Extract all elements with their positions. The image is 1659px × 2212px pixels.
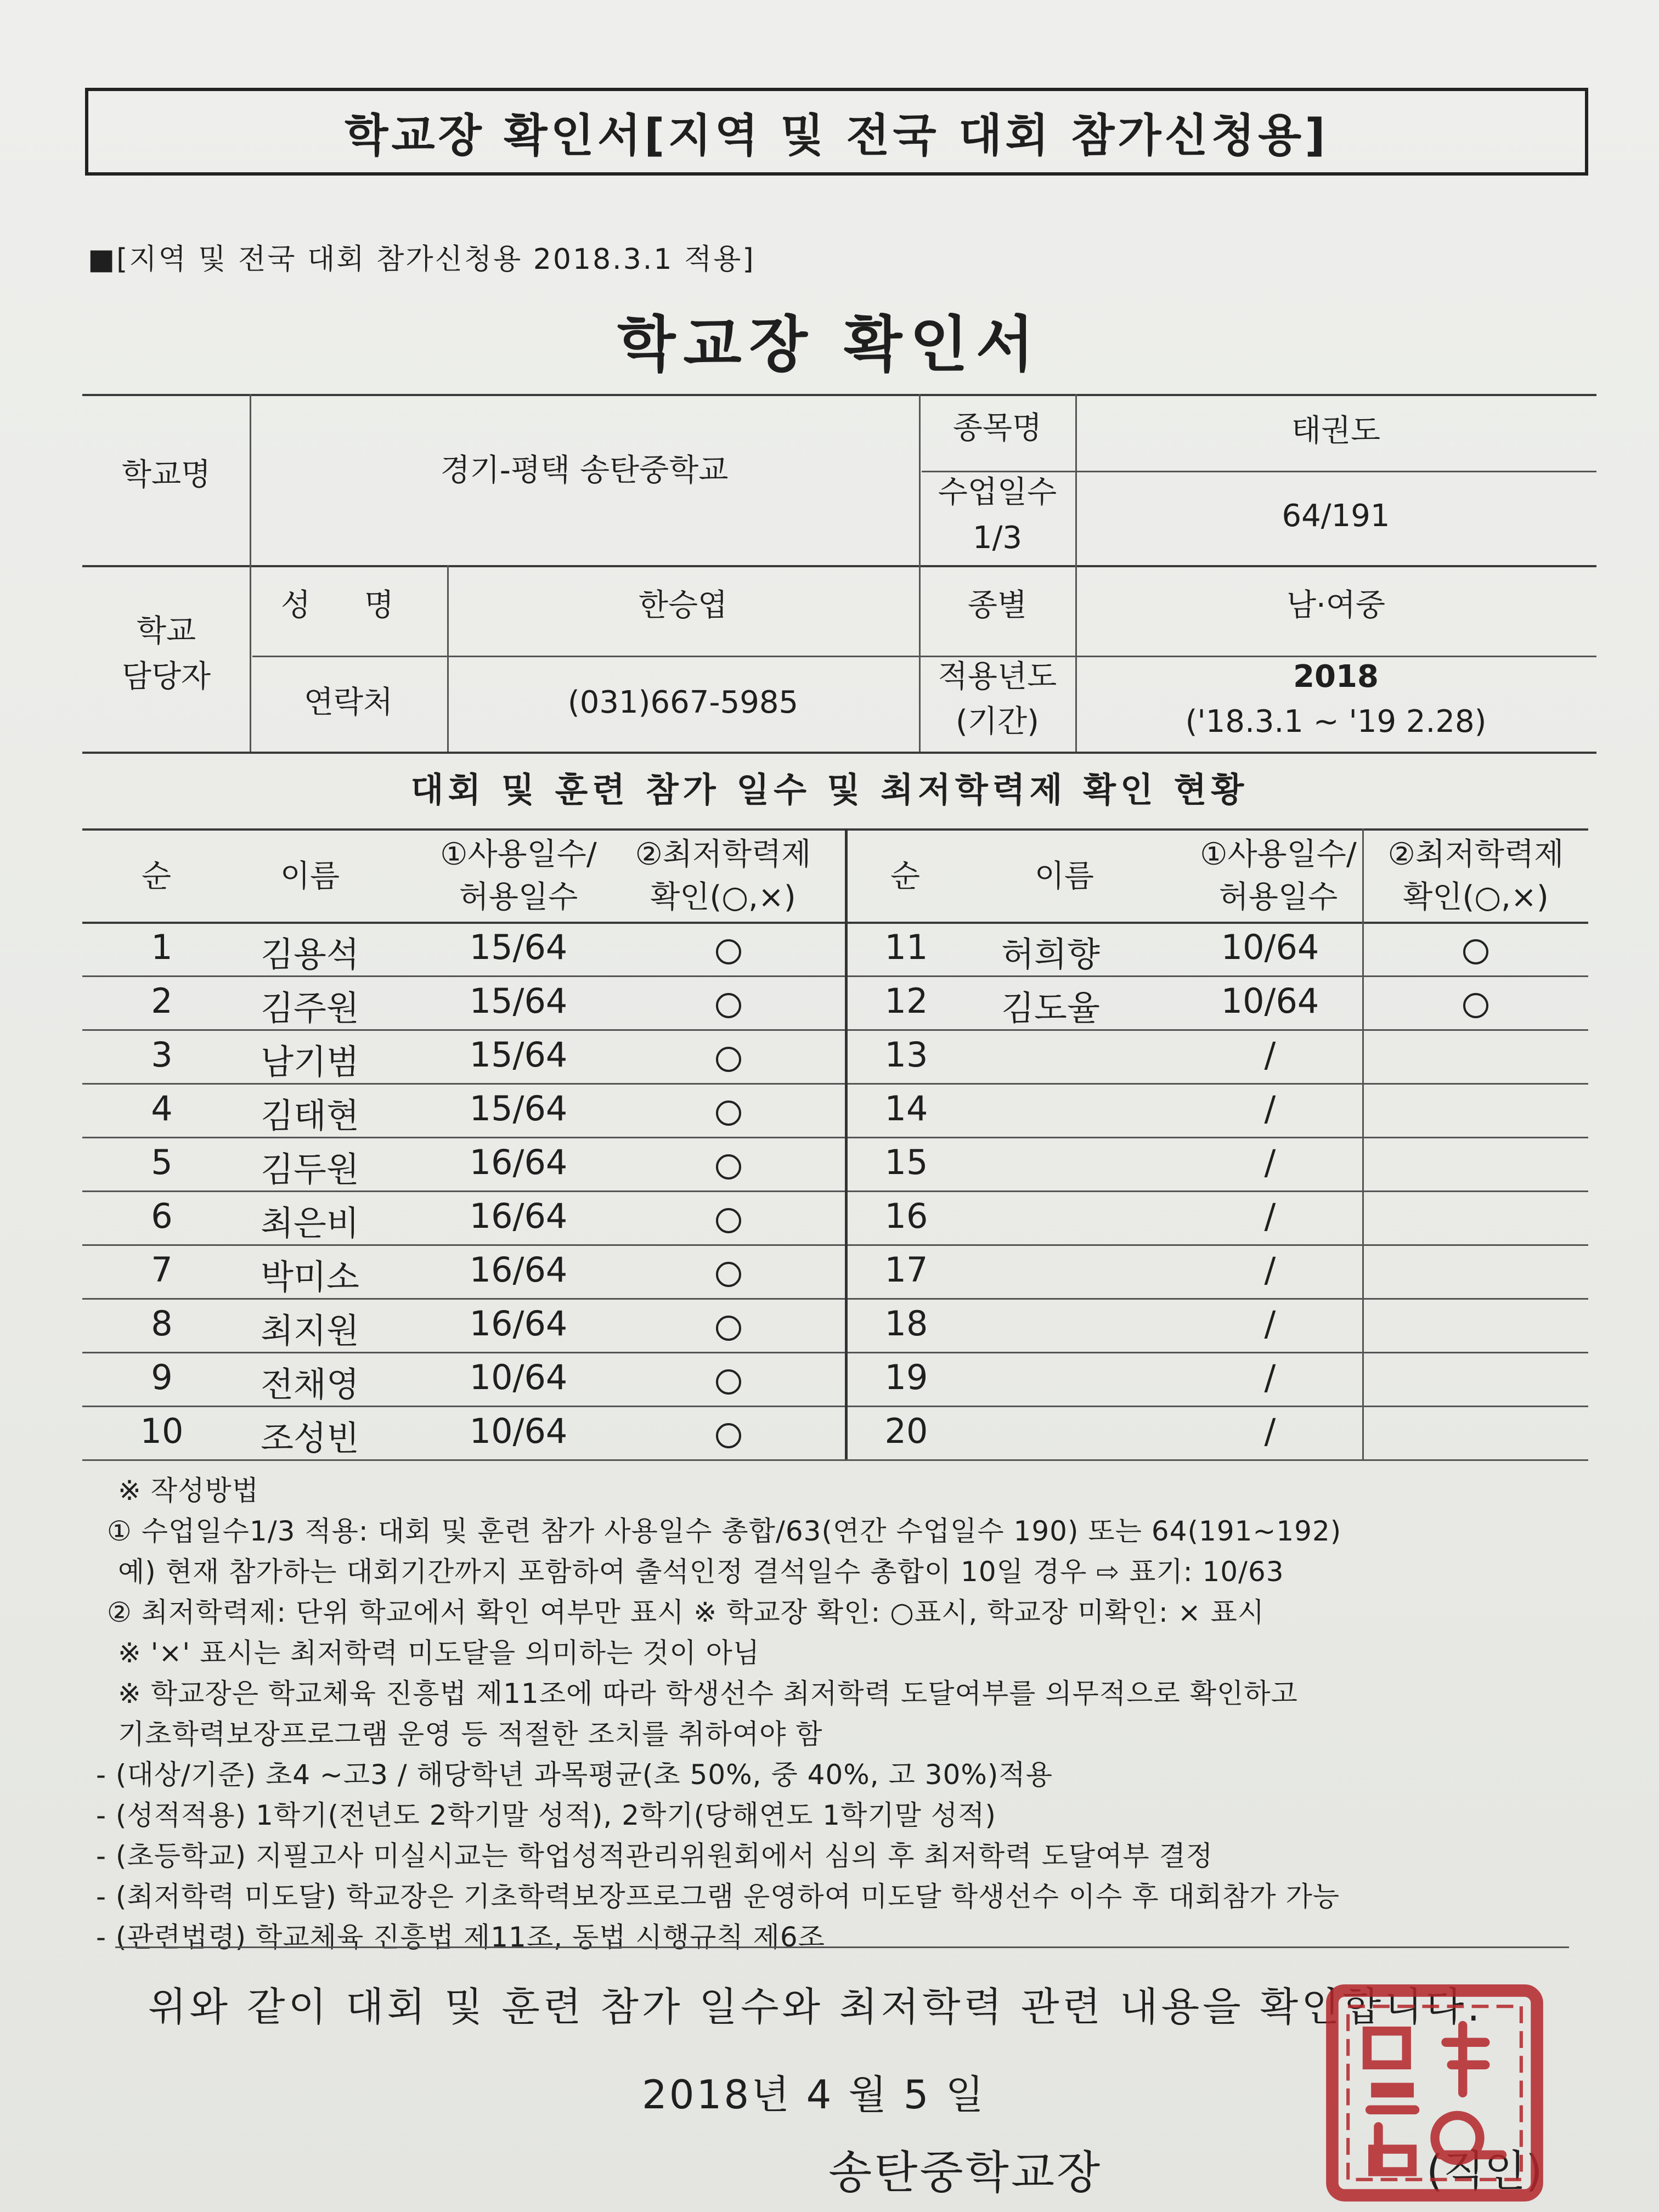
manager-label: 학교 — [136, 613, 196, 649]
notes-bottom-rule — [115, 1946, 1569, 1948]
row-number: 6 — [151, 1196, 173, 1236]
header-no: 순 — [890, 859, 921, 894]
header-minimum-check: 확인(○,×) — [650, 879, 796, 915]
row-number: 2 — [151, 981, 173, 1021]
contact-value: (031)667-5985 — [567, 685, 799, 720]
seal-note: (직인) — [1426, 2147, 1543, 2196]
days-used: 10/64 — [1221, 981, 1319, 1021]
info-rule — [922, 471, 1596, 472]
school-value: 경기-평택 송탄중학교 — [440, 453, 729, 488]
confirmed-circle-icon — [716, 1101, 741, 1126]
confirmed-circle-icon — [716, 939, 741, 964]
athlete-name: 김도율 — [1001, 988, 1100, 1028]
info-rule — [82, 565, 1596, 567]
row-number: 13 — [884, 1035, 928, 1075]
row-number: 17 — [884, 1250, 928, 1290]
note-line: - (관련법령) 학교체육 진흥법 제11조, 동법 시행규칙 제6조 — [96, 1921, 825, 1953]
header-minimum: ②최저학력제 — [1387, 837, 1564, 872]
days-used: 15/64 — [469, 981, 568, 1021]
note-line: ② 최저학력제: 단위 학교에서 확인 여부만 표시 ※ 학교장 확인: ○표시, 학교장 미확인: × 표시 — [107, 1596, 1265, 1628]
athlete-name: 김두원 — [261, 1149, 359, 1189]
row-number: 4 — [151, 1088, 173, 1128]
row-number: 11 — [884, 927, 928, 967]
row-number: 18 — [884, 1304, 928, 1344]
header-minimum-check: 확인(○,×) — [1403, 879, 1549, 915]
confirmed-circle-icon — [716, 1316, 741, 1341]
row-number: 1 — [151, 927, 173, 967]
name-label: 성 명 — [281, 588, 416, 623]
athlete-name: 전채영 — [261, 1364, 359, 1404]
days-used: 16/64 — [469, 1304, 568, 1344]
confirmed-circle-icon — [716, 1047, 741, 1072]
row-number: 15 — [884, 1142, 928, 1182]
issue-date: 2018년 4 월 5 일 — [642, 2072, 986, 2118]
header-days-allowed: 허용일수 — [459, 879, 578, 915]
note-line: - (대상/기준) 초4 ~고3 / 해당학년 과목평균(초 50%, 중 40%, 고 30%)적용 — [96, 1759, 1053, 1791]
confirmation-text: 위와 같이 대회 및 훈련 참가 일수와 최저학력 관련 내용을 확인합니다. — [148, 1984, 1483, 2030]
row-number: 14 — [884, 1088, 928, 1128]
athlete-name: 남기범 — [261, 1042, 359, 1082]
gender-value: 남·여중 — [1286, 588, 1386, 623]
row-number: 19 — [884, 1357, 928, 1397]
note-line: - (최저학력 미도달) 학교장은 기초학력보장프로그램 운영하여 미도달 학생선수 이수 후 대회참가 가능 — [96, 1881, 1340, 1912]
days-used: 10/64 — [469, 1357, 568, 1397]
info-bottom-rule — [82, 752, 1596, 754]
info-top-rule — [82, 394, 1596, 396]
manager-label-2: 담당자 — [121, 659, 211, 695]
days-used: 16/64 — [469, 1250, 568, 1290]
info-divider — [250, 394, 251, 752]
confirmed-circle-icon — [1463, 939, 1488, 964]
classdays-label: 수업일수 — [938, 475, 1057, 510]
row-number: 16 — [884, 1196, 928, 1236]
note-line: ※ '×' 표시는 최저학력 미도달을 의미하는 것이 아님 — [118, 1637, 760, 1669]
header-no: 순 — [141, 859, 172, 894]
athlete-name: 김주원 — [261, 988, 359, 1028]
confirmed-circle-icon — [716, 993, 741, 1018]
table-center-divider — [845, 828, 848, 1459]
athlete-name: 최지원 — [261, 1311, 359, 1351]
year-label: 적용년도 — [938, 659, 1057, 695]
contact-label: 연락처 — [303, 685, 393, 720]
row-number: 20 — [884, 1411, 928, 1451]
main-title: 학교장 확인서 — [617, 309, 1042, 380]
note-line: ※ 작성방법 — [118, 1475, 259, 1506]
confirmed-circle-icon — [716, 1423, 741, 1448]
note-line: 예) 현재 참가하는 대회기간까지 포함하여 출석인정 결석일수 총합이 10일 경우 ⇨ 표기: 10/63 — [118, 1556, 1284, 1588]
header-days: ①사용일수/ — [440, 837, 597, 872]
year-period-label: (기간) — [956, 704, 1039, 740]
row-number: 10 — [140, 1411, 184, 1451]
form-subheading: ■[지역 및 전국 대회 참가신청용 2018.3.1 적용] — [88, 243, 755, 276]
sport-value: 태권도 — [1291, 413, 1381, 449]
header-days: ①사용일수/ — [1200, 837, 1357, 872]
days-used: / — [1264, 1088, 1276, 1128]
days-used: / — [1264, 1304, 1276, 1344]
days-used: / — [1264, 1142, 1276, 1182]
sport-label: 종목명 — [952, 410, 1042, 446]
athlete-name: 최은비 — [261, 1203, 359, 1243]
athlete-name: 김용석 — [261, 934, 359, 974]
gender-label: 종별 — [967, 588, 1028, 623]
info-divider — [919, 394, 921, 752]
days-used: / — [1264, 1250, 1276, 1290]
row-number: 12 — [884, 981, 928, 1021]
official-seal-icon — [1322, 1980, 1547, 2205]
days-used: 15/64 — [469, 1088, 568, 1128]
year-value: 2018 — [1293, 659, 1379, 695]
athlete-name: 허희향 — [1001, 934, 1100, 974]
row-number: 5 — [151, 1142, 173, 1182]
note-line: - (초등학교) 지필고사 미실시교는 학업성적관리위원회에서 심의 후 최저학력 도달여부 결정 — [96, 1840, 1214, 1872]
confirmed-circle-icon — [716, 1208, 741, 1233]
school-label: 학교명 — [121, 457, 211, 493]
confirmed-circle-icon — [716, 1154, 741, 1180]
note-line: - (성적적용) 1학기(전년도 2학기말 성적), 2학기(당해연도 1학기말 성적) — [96, 1799, 996, 1831]
athlete-name: 김태현 — [261, 1096, 359, 1136]
confirmed-circle-icon — [716, 1262, 741, 1287]
header-name: 이름 — [1034, 859, 1094, 894]
table-title: 대회 및 훈련 참가 일수 및 최저학력제 확인 현황 — [410, 770, 1249, 810]
athlete-name: 조성빈 — [261, 1418, 359, 1458]
days-used: 10/64 — [469, 1411, 568, 1451]
note-line: 기초학력보장프로그램 운영 등 적절한 조치를 취하여야 함 — [118, 1718, 823, 1750]
days-used: 16/64 — [469, 1196, 568, 1236]
row-number: 9 — [151, 1357, 173, 1397]
table-divider — [1362, 828, 1364, 1459]
row-number: 8 — [151, 1304, 173, 1344]
principal-signature-line: 송탄중학교장 — [828, 2147, 1103, 2199]
info-divider — [447, 565, 449, 752]
note-line: ① 수업일수1/3 적용: 대회 및 훈련 참가 사용일수 총합/63(연간 수업일수 190) 또는 64(191~192) — [107, 1515, 1342, 1547]
document-title-box — [85, 88, 1588, 176]
header-name: 이름 — [280, 859, 340, 894]
days-used: 15/64 — [469, 1035, 568, 1075]
days-used: 16/64 — [469, 1142, 568, 1182]
row-number: 7 — [151, 1250, 173, 1290]
header-days-allowed: 허용일수 — [1218, 879, 1338, 915]
document-title: 학교장 확인서[지역 및 전국 대회 참가신청용] — [345, 109, 1329, 162]
days-used: / — [1264, 1411, 1276, 1451]
confirmed-circle-icon — [1463, 993, 1488, 1018]
days-used: / — [1264, 1196, 1276, 1236]
days-used: / — [1264, 1357, 1276, 1397]
classdays-fraction-label: 1/3 — [972, 520, 1023, 556]
row-number: 3 — [151, 1035, 173, 1075]
days-used: / — [1264, 1035, 1276, 1075]
classdays-value: 64/191 — [1282, 498, 1390, 534]
info-divider — [1075, 394, 1077, 752]
days-used: 15/64 — [469, 927, 568, 967]
athlete-name: 박미소 — [261, 1257, 359, 1297]
confirmed-circle-icon — [716, 1369, 741, 1395]
notes-section — [96, 1470, 1342, 1957]
name-value: 한승엽 — [638, 588, 728, 623]
header-minimum: ②최저학력제 — [635, 837, 811, 872]
days-used: 10/64 — [1221, 927, 1319, 967]
period-value: ('18.3.1 ~ '19 2.28) — [1185, 704, 1487, 740]
info-rule — [252, 656, 1596, 657]
note-line: ※ 학교장은 학교체육 진흥법 제11조에 따라 학생선수 최저학력 도달여부를 의무적으로 확인하고 — [118, 1678, 1298, 1709]
